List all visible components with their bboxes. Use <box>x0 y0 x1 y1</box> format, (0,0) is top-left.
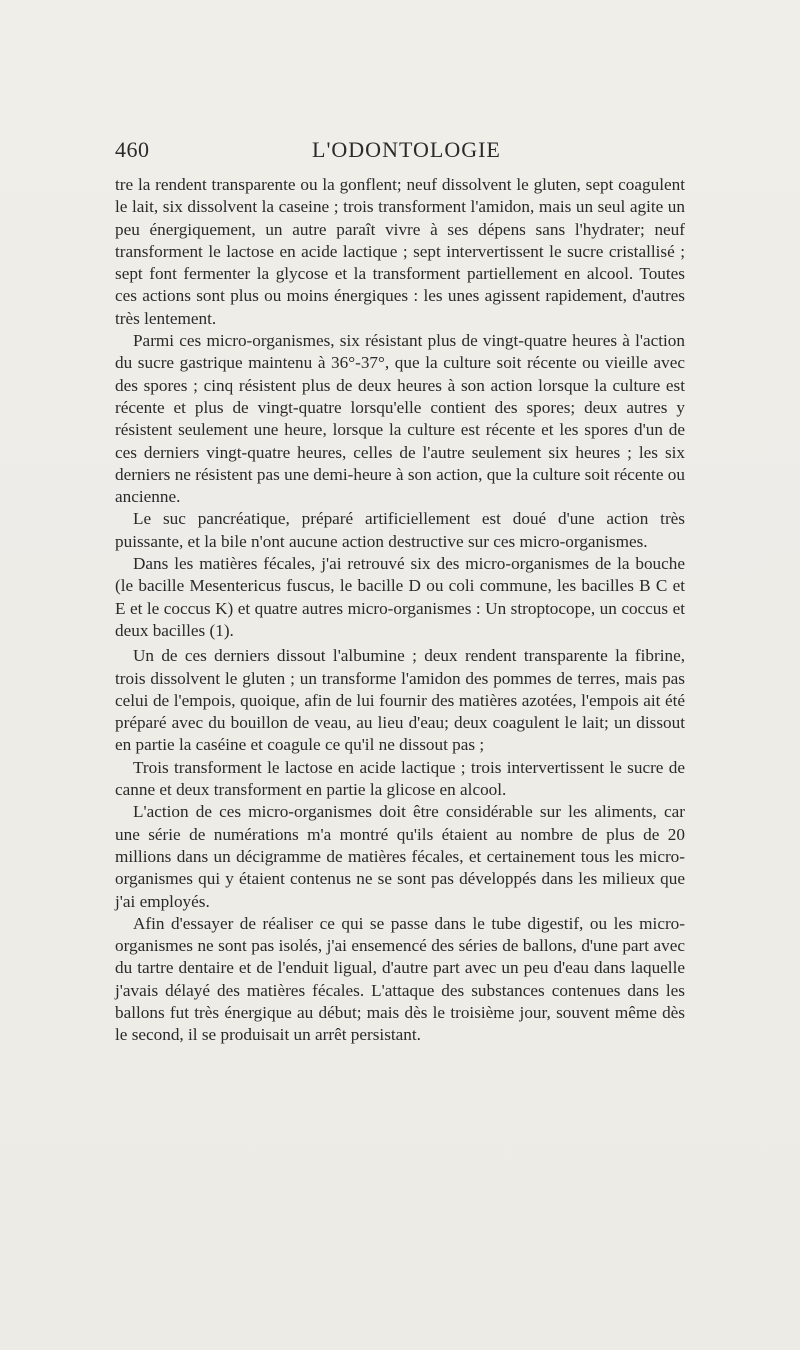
paragraph-gastric-resistance: Parmi ces micro-organismes, six résistant plus de vingt-quatre heures à l'action du sucre gastrique maintenu à 36°-37°, que la culture soit récente ou vieille avec des spores ; cinq résistent plus de deux heures à son action lorsque la culture est récente et plus de vingt-quatre lorsqu'elle contient des spores; deux autres y résistent seulement une heure, lorsque la culture est récente et les spores d'un de ces derniers vingt-quatre heures, celles de l'autre seulement six heures ; les six derniers ne résistent pas une demi-heure à son action, que la culture soit récente ou ancienne. <box>115 331 685 507</box>
paragraph-action-on-food: L'action de ces micro-organismes doit être considérable sur les aliments, car une série de numérations m'a montré qu'ils étaient au nombre de plus de 20 millions dans un décigramme de matières fécales, et certainement tous les micro-organismes qui y étaient contenus ne se sont pas développés dans les milieux que j'ai employés. <box>115 802 685 911</box>
page-header <box>115 133 685 169</box>
paragraph-albumin: Un de ces derniers dissout l'albumine ; deux rendent transparente la fibrine, trois dissolvent le gluten ; un transforme l'amidon des pommes de terres, mais pas celui de l'empois, quoique, afin de lui fournir des matières azotées, l'empois ait été préparé avec du bouillon de veau, au lieu d'eau; deux coagulent le lait; un dissout en partie la caséine et coagule ce qu'il ne dissout pas ; <box>115 646 685 755</box>
paragraph-experiment: Afin d'essayer de réaliser ce qui se passe dans le tube digestif, ou les micro-organismes ne sont pas isolés, j'ai ensemencé des séries de ballons, d'une part avec du tartre dentaire et de l'enduit ligual, d'autre part avec un peu d'eau dans laquelle j'avais délayé des matières fécales. L'attaque des substances contenues dans les ballons fut très énergique au début; mais dès le troisième jour, souvent même dès le second, il se produisait un arrêt persistant. <box>115 913 685 1045</box>
running-title: L'ODONTOLOGIE <box>312 137 501 162</box>
paragraph-continuation: tre la rendent transparente ou la gonflent; neuf dissolvent le gluten, sept coagulent le lait, six dissolvent la caseine ; trois transforment l'amidon, mais un seul agite un peu énergiquement, un autre paraît vivre à ses dépens sans l'hydrater; neuf transforment le lactose en acide lactique ; sept intervertissent le sucre cristallisé ; sept font fermenter la glycose et la transforment partiellement en alcool. Toutes ces actions sont plus ou moins énergiques : les unes agissent rapidement, d'autres très lentement. <box>115 175 685 328</box>
page-number: 460 <box>115 137 150 162</box>
paragraph-pancreatic-juice: Le suc pancréatique, préparé artificiellement est doué d'une action très puissante, et la bile n'ont aucune action destructive sur ces micro-organismes. <box>115 509 685 551</box>
paragraph-lactose: Trois transforment le lactose en acide lactique ; trois intervertissent le sucre de canne et deux transforment en partie la glicose en alcool. <box>115 757 685 800</box>
body-text <box>115 174 685 1047</box>
paragraph-fecal-matter: Dans les matières fécales, j'ai retrouvé six des micro-organismes de la bouche (le bacille Mesentericus fuscus, le bacille D ou coli commune, les bacilles B C et E et le coccus K) et quatre autres micro-organismes : Un stroptocope, un coccus et deux bacilles (1). <box>115 554 685 640</box>
